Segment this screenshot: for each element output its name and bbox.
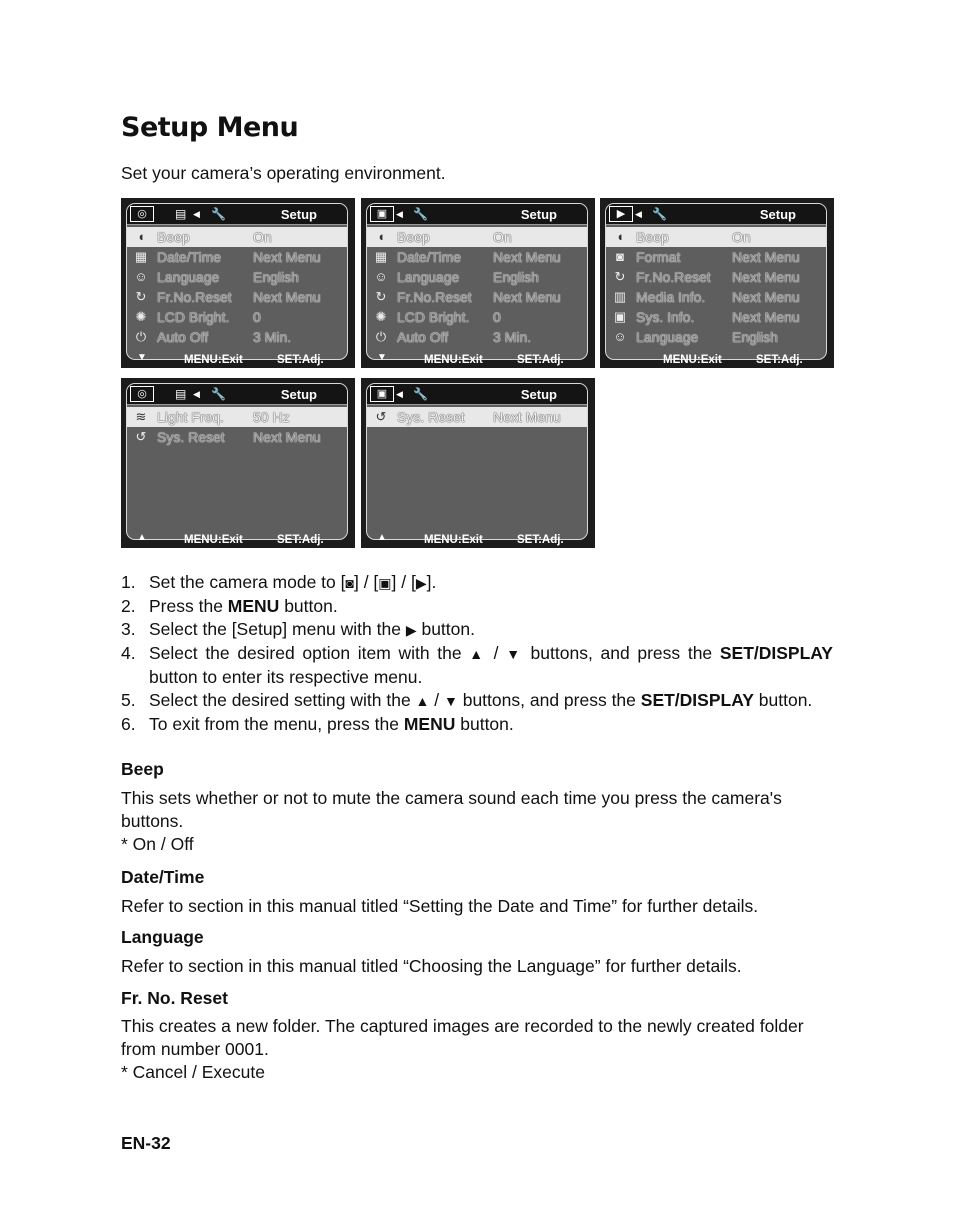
menu-rows (367, 407, 587, 427)
playback-icon: ▶ (415, 575, 427, 591)
set-adjust-hint: SET:Adj. (517, 534, 564, 546)
menu-row[interactable] (367, 327, 587, 347)
screen-bezel (605, 203, 827, 360)
menu-row-label: Light Freq. (157, 409, 224, 425)
set-adjust-hint: SET:Adj. (277, 534, 324, 546)
setting-icon: ↺ (135, 429, 147, 444)
menu-row-value: On (732, 229, 751, 245)
menu-row-value: English (493, 269, 539, 285)
wrench-icon: 🔧 (211, 387, 226, 401)
menu-row-value: Next Menu (253, 429, 321, 445)
menu-row-value: Next Menu (253, 289, 321, 305)
list-tab-icon: ▤ (175, 207, 187, 221)
menu-row-label: Media Info. (636, 289, 706, 305)
setting-icon: ☺ (374, 269, 388, 284)
menu-row[interactable] (606, 327, 826, 347)
menu-row[interactable] (606, 287, 826, 307)
menu-row-label: LCD Bright. (157, 309, 230, 325)
setting-icon: ≋ (135, 409, 147, 424)
screen-title: Setup (759, 207, 796, 222)
screen-bezel (126, 383, 348, 540)
menu-rows (367, 227, 587, 347)
wrench-icon: 🔧 (652, 207, 667, 221)
arrow-right-icon: ▶ (405, 622, 417, 638)
screen-header (367, 384, 587, 405)
menu-row-value: 50 Hz (253, 409, 290, 425)
setting-icon: ☺ (134, 269, 148, 284)
menu-row-value: Next Menu (732, 309, 800, 325)
menu-row[interactable] (127, 247, 347, 267)
menu-screen-3 (600, 198, 834, 368)
menu-row-value: On (253, 229, 272, 245)
arrow-up-icon: ▲ (469, 646, 486, 662)
screen-bezel (126, 203, 348, 360)
section-heading-beep: Beep (121, 759, 164, 779)
wrench-icon: 🔧 (413, 207, 428, 221)
menu-row-label: Fr.No.Reset (157, 289, 232, 305)
step-2: 2. Press the MENU button. (121, 596, 338, 616)
menu-row[interactable] (367, 407, 587, 427)
playback-icon: ▶ (609, 206, 633, 222)
section-body-datetime: Refer to section in this manual titled “Setting the Date and Time” for further details. (121, 896, 759, 916)
menu-row[interactable] (367, 247, 587, 267)
setting-icon: ◙ (616, 249, 624, 264)
menu-screen-2 (361, 198, 595, 368)
setting-icon: ↺ (375, 409, 387, 424)
steps-list (121, 571, 833, 736)
menu-screen-5 (361, 378, 595, 548)
menu-exit-hint: MENU:Exit (184, 354, 243, 366)
screen-header (127, 384, 347, 405)
menu-exit-hint: MENU:Exit (663, 354, 722, 366)
menu-row[interactable] (606, 227, 826, 247)
set-adjust-hint: SET:Adj. (517, 354, 564, 366)
setting-icon: ◖ (616, 229, 624, 244)
arrow-up-icon: ▲ (415, 693, 430, 709)
menu-row[interactable] (127, 307, 347, 327)
menu-row-value: Next Menu (732, 269, 800, 285)
menu-row-label: Language (636, 329, 699, 345)
screen-title: Setup (520, 387, 557, 402)
menu-row-value: 0 (253, 309, 261, 325)
menu-row-label: LCD Bright. (397, 309, 470, 325)
arrow-left-icon: ◀ (635, 209, 642, 219)
section-body-frno-reset: This creates a new folder. The captured images are recorded to the newly created folder from number 0001. * Cancel / Execute (121, 1016, 804, 1082)
menu-screen-4 (121, 378, 355, 548)
arrow-left-icon: ◀ (396, 209, 403, 219)
arrow-left-icon: ◀ (396, 389, 403, 399)
menu-row[interactable] (127, 227, 347, 247)
list-tab-icon: ▤ (175, 387, 187, 401)
camera-icon: ◙ (345, 575, 354, 591)
screen-footer (600, 352, 834, 368)
scroll-arrow-icon: ▼ (377, 352, 387, 363)
camera-icon: ◎ (130, 206, 154, 222)
menu-rows (127, 227, 347, 347)
menu-row[interactable] (606, 247, 826, 267)
section-body-beep: This sets whether or not to mute the camera sound each time you press the camera's buttons. * On / Off (121, 788, 782, 854)
setting-icon: ▦ (374, 249, 388, 264)
screen-bezel (366, 203, 588, 360)
menu-row-label: Fr.No.Reset (397, 289, 472, 305)
menu-row-label: Sys. Reset (397, 409, 465, 425)
menu-row-label: Beep (157, 229, 190, 245)
wrench-icon: 🔧 (413, 387, 428, 401)
section-heading-datetime: Date/Time (121, 867, 205, 887)
menu-row[interactable] (367, 307, 587, 327)
menu-row-label: Auto Off (397, 329, 449, 345)
screen-header (367, 204, 587, 225)
video-icon: ▣ (370, 386, 394, 402)
menu-row-value: Next Menu (253, 249, 321, 265)
setting-icon: ▥ (613, 289, 627, 304)
page-title: Setup Menu (121, 112, 299, 143)
section-heading-language: Language (121, 927, 204, 947)
menu-row-value: Next Menu (493, 409, 561, 425)
menu-rows (606, 227, 826, 347)
step-3: 3. Select the [Setup] menu with the ▶ button. (121, 619, 475, 639)
menu-row[interactable] (606, 307, 826, 327)
menu-exit-hint: MENU:Exit (424, 534, 483, 546)
menu-row[interactable] (606, 267, 826, 287)
screen-footer (361, 352, 595, 368)
step-5: 5. Select the desired setting with the ▲ / ▼ buttons, and press the SET/DISPLAY button. (121, 690, 813, 710)
screen-bezel (366, 383, 588, 540)
screen-footer (121, 532, 355, 548)
menu-row[interactable] (367, 227, 587, 247)
menu-row[interactable] (127, 267, 347, 287)
setting-icon: ↻ (375, 289, 387, 304)
menu-row[interactable] (127, 427, 347, 447)
screen-header (606, 204, 826, 225)
screen-title: Setup (280, 207, 317, 222)
setting-icon: ◖ (137, 229, 145, 244)
menu-row-label: Language (397, 269, 460, 285)
step-1: 1. Set the camera mode to [◙] / [▣] / [▶]. (121, 572, 437, 592)
menu-row-label: Beep (397, 229, 430, 245)
screen-header (127, 204, 347, 225)
menu-screen-1 (121, 198, 355, 368)
arrow-down-icon: ▼ (506, 646, 523, 662)
scroll-arrow-icon: ▼ (137, 352, 147, 363)
menu-row-value: 3 Min. (253, 329, 292, 345)
setting-icon: ⏻ (375, 329, 387, 344)
menu-row-label: Sys. Info. (636, 309, 695, 325)
menu-exit-hint: MENU:Exit (424, 354, 483, 366)
menu-row-value: English (253, 269, 299, 285)
wrench-icon: 🔧 (211, 207, 226, 221)
menu-row-value: Next Menu (493, 289, 561, 305)
menu-row-label: Date/Time (157, 249, 222, 265)
screen-title: Setup (280, 387, 317, 402)
intro-text: Set your camera’s operating environment. (121, 163, 446, 183)
menu-row-label: Date/Time (397, 249, 462, 265)
arrow-left-icon: ◀ (193, 389, 200, 399)
page-number: EN-32 (121, 1133, 171, 1153)
menu-row-label: Fr.No.Reset (636, 269, 711, 285)
menu-row-value: Next Menu (732, 289, 800, 305)
arrow-down-icon: ▼ (444, 693, 458, 709)
menu-row[interactable] (127, 327, 347, 347)
section-heading-frno-reset: Fr. No. Reset (121, 988, 228, 1008)
setting-icon: ✺ (135, 309, 147, 324)
menu-row-value: 0 (493, 309, 501, 325)
menu-row-label: Beep (636, 229, 669, 245)
setting-icon: ↻ (614, 269, 626, 284)
menu-row-value: Next Menu (493, 249, 561, 265)
setting-icon: ↻ (135, 289, 147, 304)
menu-row[interactable] (367, 267, 587, 287)
menu-exit-hint: MENU:Exit (184, 534, 243, 546)
step-6: 6. To exit from the menu, press the MENU button. (121, 714, 514, 734)
menu-row-label: Auto Off (157, 329, 209, 345)
step-4: 4. Select the desired option item with the ▲ / ▼ buttons, and press the SET/DISPLAY button to enter its respective menu. (121, 643, 833, 687)
screen-footer (361, 532, 595, 548)
screen-title: Setup (520, 207, 557, 222)
section-body-language: Refer to section in this manual titled “Choosing the Language” for further details. (121, 956, 742, 976)
menu-row-value: English (732, 329, 778, 345)
menu-row-value: Next Menu (732, 249, 800, 265)
menu-row-label: Sys. Reset (157, 429, 225, 445)
menu-row[interactable] (367, 287, 587, 307)
video-icon: ▣ (370, 206, 394, 222)
setting-icon: ⏻ (135, 329, 147, 344)
set-adjust-hint: SET:Adj. (756, 354, 803, 366)
menu-row-label: Language (157, 269, 220, 285)
menu-row[interactable] (127, 287, 347, 307)
screen-footer (121, 352, 355, 368)
camera-icon: ◎ (130, 386, 154, 402)
setting-icon: ✺ (375, 309, 387, 324)
menu-row-label: Format (636, 249, 681, 265)
menu-row-value: 3 Min. (493, 329, 532, 345)
set-adjust-hint: SET:Adj. (277, 354, 324, 366)
setting-icon: ◖ (377, 229, 385, 244)
setting-icon: ☺ (613, 329, 627, 344)
menu-rows (127, 407, 347, 447)
menu-row[interactable] (127, 407, 347, 427)
arrow-left-icon: ◀ (193, 209, 200, 219)
video-icon: ▣ (378, 575, 392, 591)
menu-row-value: On (493, 229, 512, 245)
scroll-arrow-icon: ▲ (137, 532, 147, 543)
setting-icon: ▣ (613, 309, 627, 324)
scroll-arrow-icon: ▲ (377, 532, 387, 543)
setting-icon: ▦ (134, 249, 148, 264)
